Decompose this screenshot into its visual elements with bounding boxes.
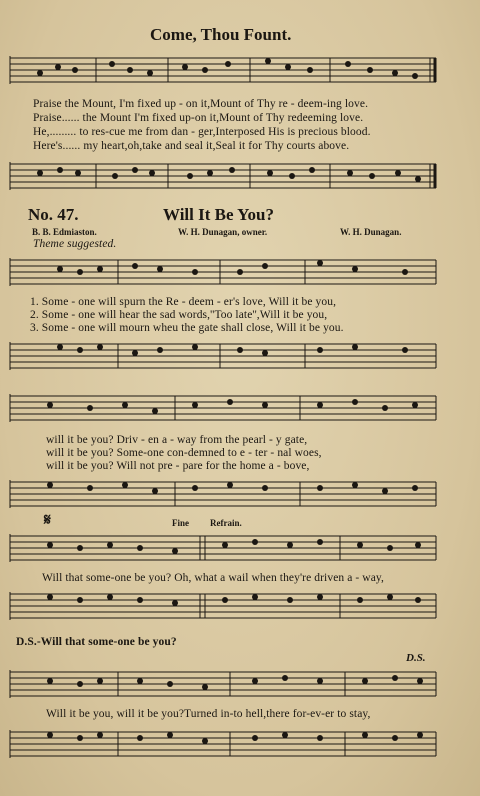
verse-line: 3. Some - one will mourn wheu the gate shall close, Will it be you. (30, 322, 344, 334)
hymn-number: No. 47. (28, 205, 79, 224)
music-staff (0, 338, 480, 378)
verse-line: Praise the Mount, I'm fixed up - on it,Mount of Thy re - deem-ing love. (33, 98, 369, 110)
refrain-line: Will that some-one be you? Oh, what a wail when they're driven a - way, (42, 572, 384, 584)
segno-icon: 𝄋 (44, 512, 51, 529)
music-staff (0, 158, 480, 198)
verse-line: will it be you? Some-one con-demned to e - ter - nal woes, (46, 447, 322, 459)
music-staff (0, 530, 480, 570)
refrain-marker: Refrain. (210, 518, 242, 528)
music-credit: W. H. Dunagan. (340, 227, 402, 237)
verse-line: Here's...... my heart,oh,take and seal it,Seal it for Thy courts above. (33, 140, 350, 152)
words-credit: B. B. Edmiaston. (32, 227, 97, 237)
music-staff (0, 588, 480, 628)
music-staff (0, 726, 480, 766)
final-line: Will it be you, will it be you?Turned in-to hell,there for-ev-er to stay, (46, 708, 371, 720)
hymn-title: Come, Thou Fount. (150, 25, 292, 44)
music-staff (0, 390, 480, 430)
verse-line: will it be you? Will not pre - pare for the home a - bove, (46, 460, 310, 472)
ds-marker: D.S. (406, 652, 426, 664)
music-staff (0, 666, 480, 706)
verse-line: 1. Some - one will spurn the Re - deem - er's love, Will it be you, (30, 296, 337, 308)
verse-line: Praise...... the Mount I'm fixed up-on it,Mount of Thy redeeming love. (33, 112, 364, 124)
verse-line: 2. Some - one will hear the sad words,''Too late'',Will it be you, (30, 309, 328, 321)
music-staff (0, 254, 480, 294)
owner-credit: W. H. Dunagan, owner. (178, 227, 268, 237)
theme-note: Theme suggested. (33, 238, 117, 250)
ds-line: D.S.-Will that some-one be you? (16, 636, 177, 648)
hymn-title: Will It Be You? (163, 205, 274, 224)
verse-line: He,......... to res-cue me from dan - ger,Interposed His is precious blood. (33, 126, 371, 138)
verse-line: will it be you? Driv - en a - way from the pearl - y gate, (46, 434, 308, 446)
fine-marker: Fine (172, 518, 189, 528)
music-staff (0, 476, 480, 516)
music-staff (0, 52, 480, 92)
